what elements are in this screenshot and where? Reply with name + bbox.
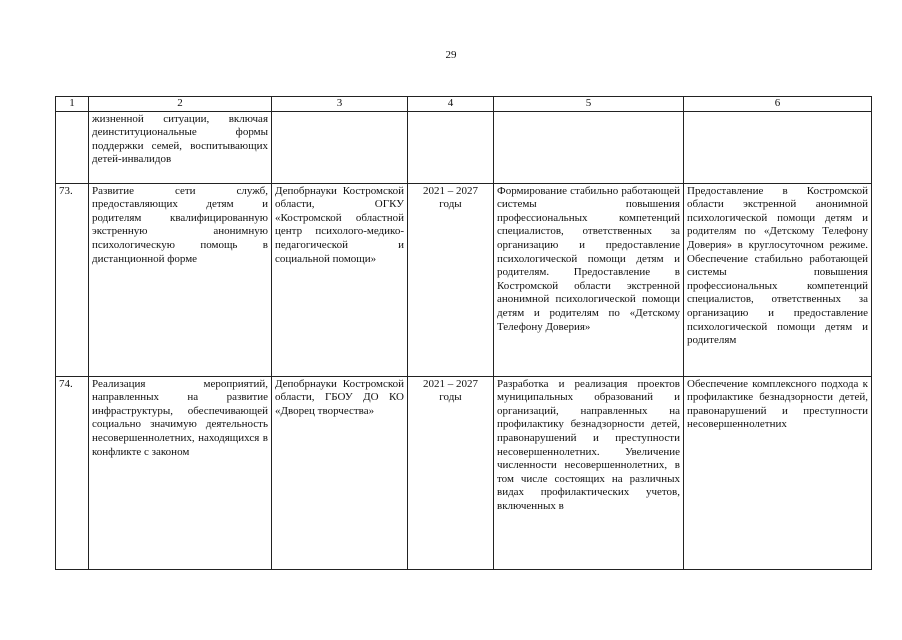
target-indicators: Обеспечение комплексного подхода к профилактике безнадзорности детей, правонарушений и преступности несовершеннолетних bbox=[684, 376, 872, 569]
page-number: 29 bbox=[445, 49, 457, 61]
expected-results bbox=[494, 111, 684, 183]
implementation-period: 2021 – 2027 годы bbox=[408, 183, 494, 376]
target-indicators bbox=[684, 111, 872, 183]
row-number: 73. bbox=[56, 183, 89, 376]
responsible-executors bbox=[272, 111, 408, 183]
row-number: 74. bbox=[56, 376, 89, 569]
implementation-period: 2021 – 2027 годы bbox=[408, 376, 494, 569]
table-row bbox=[56, 376, 872, 569]
measure-description: Развитие сети служб, предоставляющих детям и родителям квалифицированную экстренную анонимную психологическую помощь в дистанционной форме bbox=[89, 183, 272, 376]
row-number bbox=[56, 111, 89, 183]
measures-table bbox=[55, 96, 872, 570]
header-col-3: 3 bbox=[272, 97, 408, 112]
expected-results: Разработка и реализация проектов муниципальных образований и организаций, направленных на профилактику безнадзорности детей, правонарушений и преступности несовершеннолетних. Увеличение численности несовершеннолетних, в том числе состоящих на различных видах профилактических учетов, включенных в bbox=[494, 376, 684, 569]
header-col-2: 2 bbox=[89, 97, 272, 112]
expected-results: Формирование стабильно работающей системы повышения профессиональных компетенций специалистов, ответственных за организацию и предоставление психологической помощи детям и родителям. Предоставление в Костромской области экстренной анонимной психологической помощи детям и родителям по «Детскому Телефону Доверия» bbox=[494, 183, 684, 376]
header-col-5: 5 bbox=[494, 97, 684, 112]
responsible-executors: Депобрнауки Костромской области, ОГКУ «Костромской областной центр психолого-медико-педагогической и социальной помощи» bbox=[272, 183, 408, 376]
header-col-4: 4 bbox=[408, 97, 494, 112]
measure-description: Реализация мероприятий, направленных на развитие инфраструктуры, обеспечивающей социально значимую деятельность несовершеннолетних, находящихся в конфликте с законом bbox=[89, 376, 272, 569]
table-row bbox=[56, 111, 872, 183]
target-indicators: Предоставление в Костромской области экстренной анонимной психологической помощи детям и родителям по «Детскому Телефону Доверия» в круглосуточном режиме. Обеспечение стабильно работающей системы повышения профессиональных компетенций специалистов, ответственных за организацию и предоставление психологической помощи детям и родителям bbox=[684, 183, 872, 376]
header-col-6: 6 bbox=[684, 97, 872, 112]
measure-description: жизненной ситуации, включая деинституциональные формы поддержки семей, воспитывающих детей-инвалидов bbox=[89, 111, 272, 183]
responsible-executors: Депобрнауки Костромской области, ГБОУ ДО КО «Дворец творчества» bbox=[272, 376, 408, 569]
header-col-1: 1 bbox=[56, 97, 89, 112]
table-row bbox=[56, 183, 872, 376]
implementation-period bbox=[408, 111, 494, 183]
table-header-row bbox=[56, 97, 872, 112]
